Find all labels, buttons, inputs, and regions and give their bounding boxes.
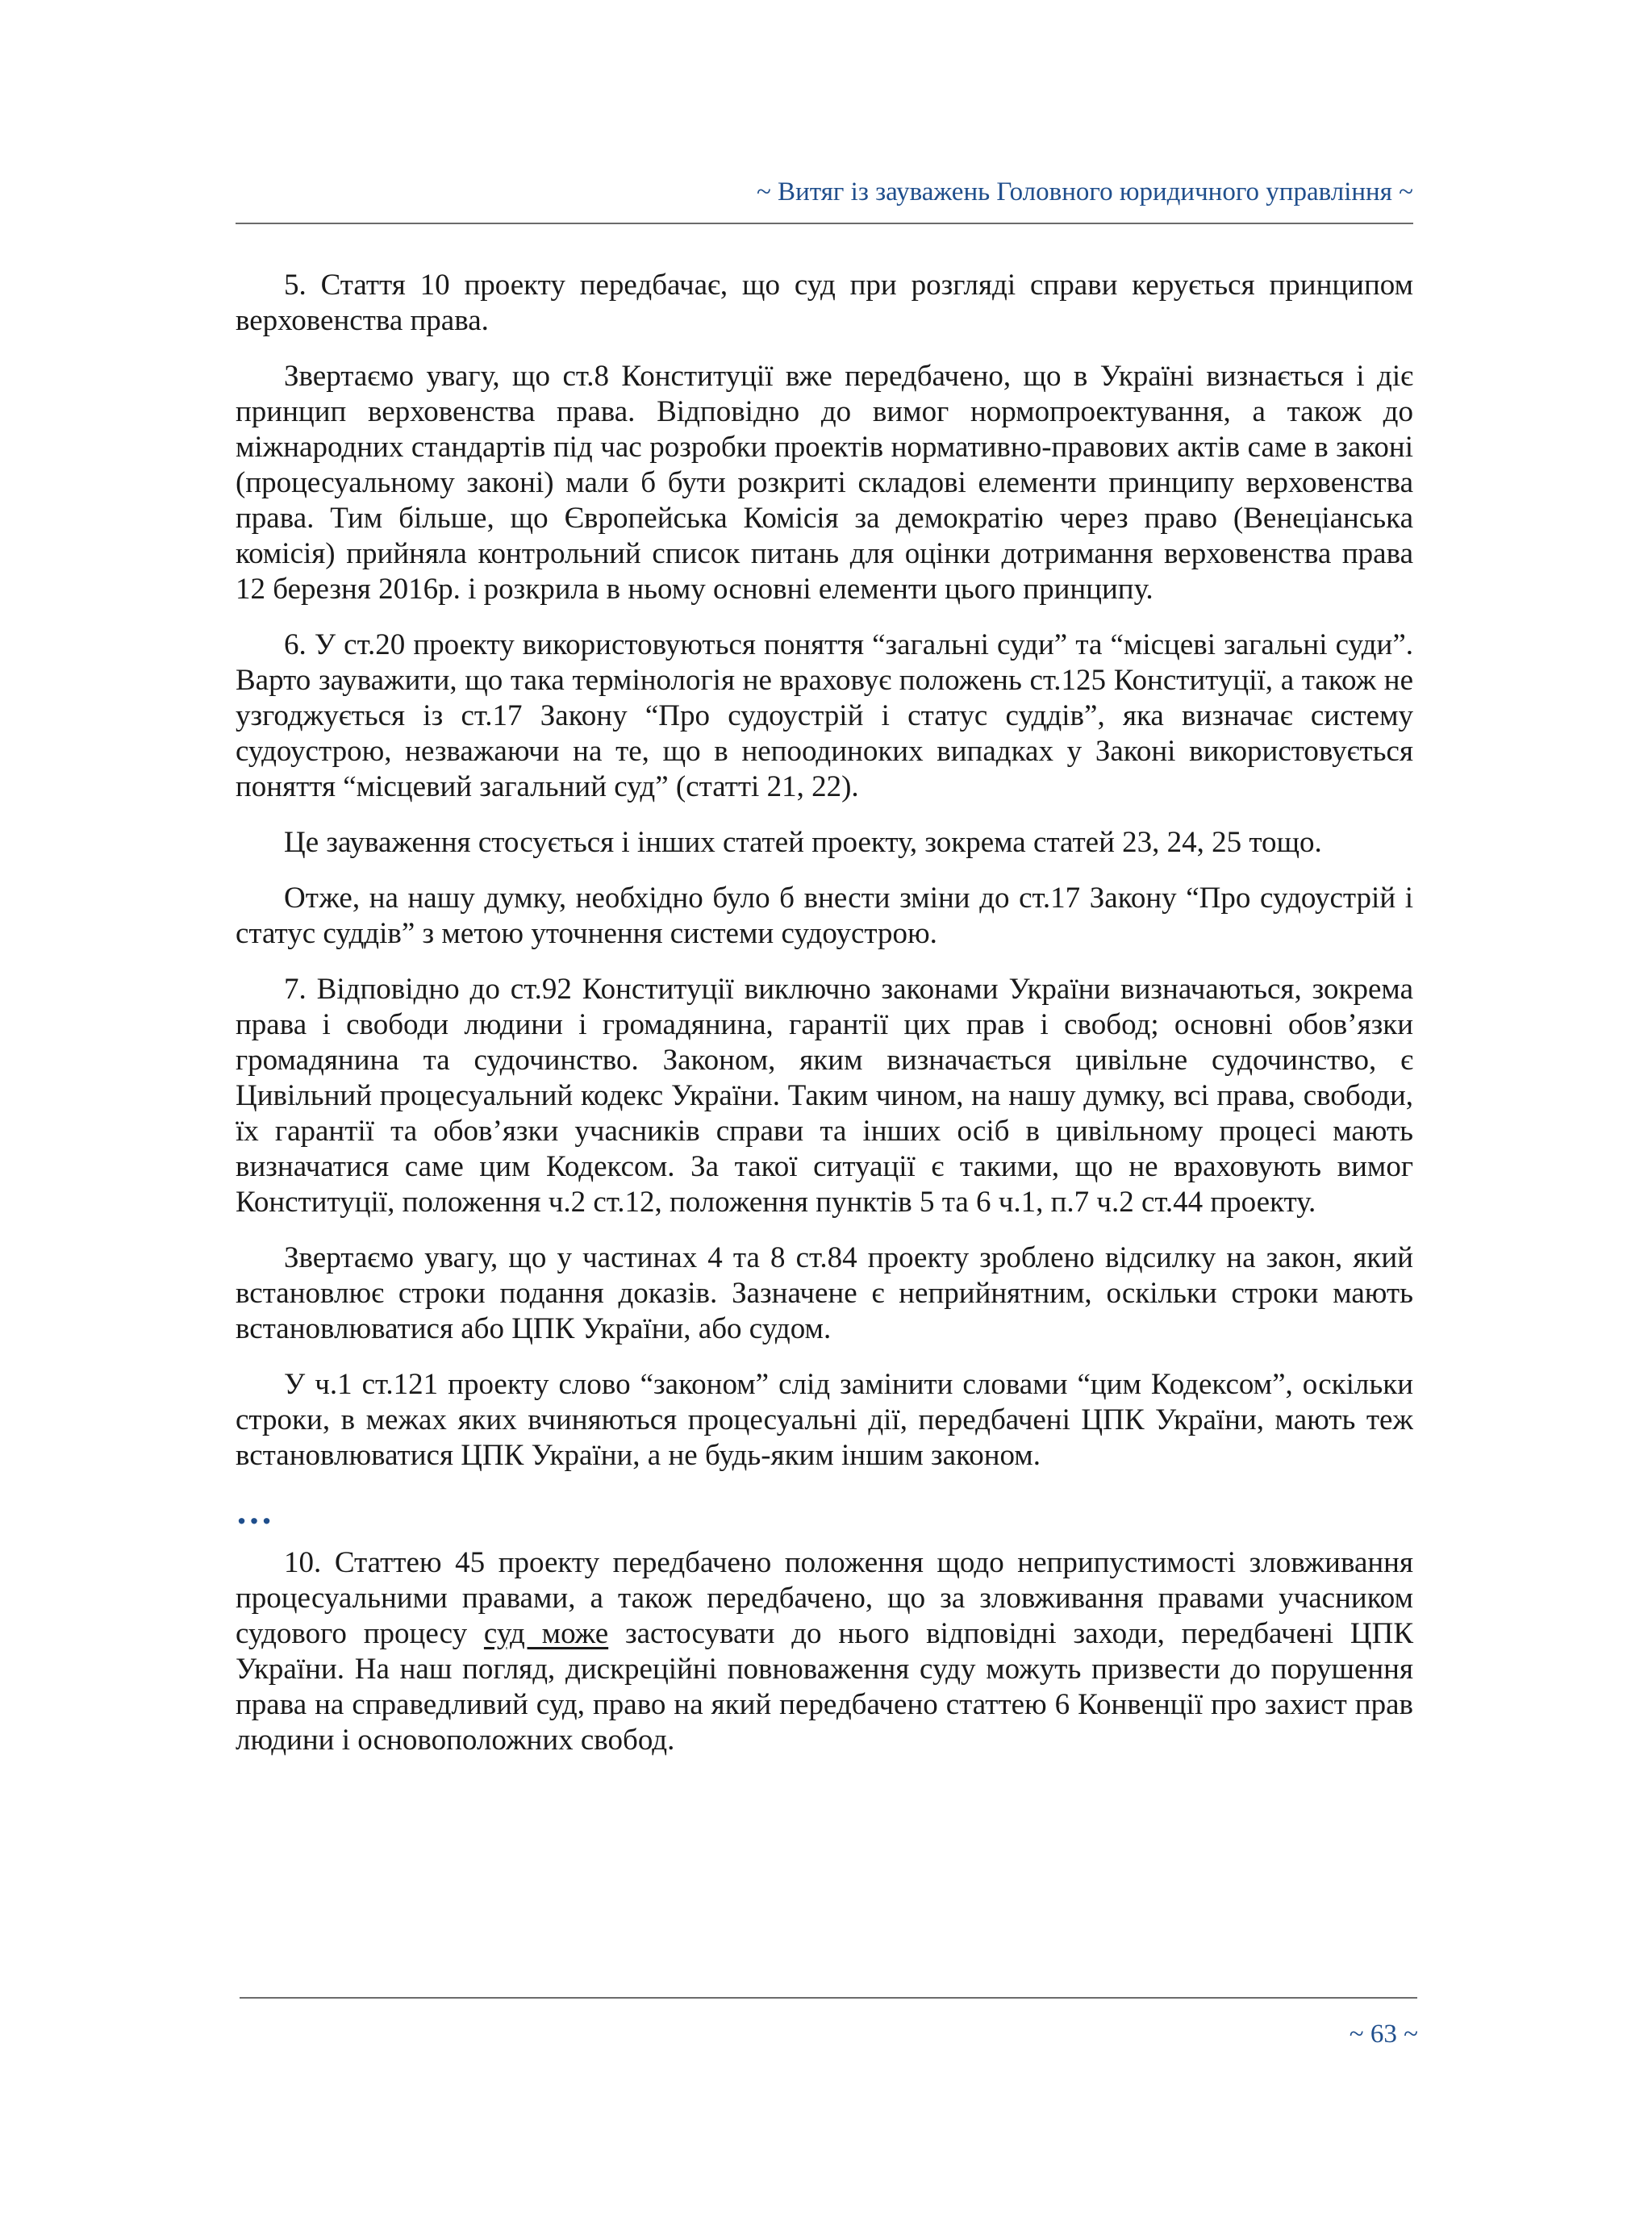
paragraph-6-note: Це зауваження стосується і інших статей проекту, зокрема статей 23, 24, 25 тощо. xyxy=(284,826,1322,859)
omission-marker: … xyxy=(236,1490,274,1532)
paragraph-6-conclusion: Отже, на нашу думку, необхідно було б внести зміни до ст.17 Закону “Про судоустрій і статус суддів” з метою уточнення системи судоустрою. xyxy=(236,882,1413,950)
paragraph-7-evidence-terms: Звертаємо увагу, що у частинах 4 та 8 ст.84 проекту зроблено відсилку на закон, який встановлює строки подання доказів. Зазначене є неприйнятним, оскільки строки мають встановлюватися або ЦПК України, або судом. xyxy=(236,1241,1413,1345)
paragraph-6: 6. У ст.20 проекту використовуються поняття “загальні суди” та “місцеві загальні суди”. Варто зауважити, що така термінологія не враховує положень ст.125 Конституції, а також не узгоджується із ст.17 Закону “Про судоустрій і статус суддів”, яка визначає систему судоустрою, незважаючи на те, що в непоодиноких випадках у Законі використовується поняття “місцевий загальний суд” (статті 21, 22). xyxy=(236,628,1413,803)
paragraph-5-comment: Звертаємо увагу, що ст.8 Конституції вже передбачено, що в Україні визнається і діє принцип верховенства права. Відповідно до вимог нормопроектування, а також до міжнародних стандартів під час розробки проектів нормативно-правових актів саме в законі (процесуальному законі) мали б бути розкриті складові елементи принципу верховенства права. Тим більше, що Європейська Комісія за демократію через право (Венеціанська комісія) прийняла контрольний список питань для оцінки дотримання верховенства права 12 березня 2016р. і розкрила в ньому основні елементи цього принципу. xyxy=(236,360,1413,606)
paragraph-7: 7. Відповідно до ст.92 Конституції виключно законами України визначаються, зокрема права і свободи людини і громадянина, гарантії цих прав і свобод; основні обов’язки громадянина та судочинство. Законом, яким визначається цивільне судочинство, є Цивільний процесуальний кодекс України. Таким чином, на нашу думку, всі права, свободи, їх гарантії та обов’язки учасників справи та інших осіб в цивільному процесі мають визначатися саме цим Кодексом. За такої ситуації є такими, що не враховують вимог Конституції, положення ч.2 ст.12, положення пунктів 5 та 6 ч.1, п.7 ч.2 ст.44 проекту. xyxy=(236,973,1413,1219)
paragraph-10-end: застосувати до нього відповідні заходи, передбачені ЦПК України. На наш погляд, дискреційні повноваження суду можуть призвести до порушення права на справедливий суд, право на який передбачено статтею 6 Конвенції про захист прав людини і основоположних свобод. xyxy=(236,1617,1414,1757)
page-body xyxy=(236,268,1413,1778)
footer-divider xyxy=(240,1997,1417,1999)
paragraph-5: 5. Стаття 10 проекту передбачає, що суд при розгляді справи керується принципом верховенства права. xyxy=(236,269,1413,337)
paragraph-10-start: 10. Статтею 45 проекту передбачено положення щодо неприпустимості зловживання процесуальними правами, а також передбачено, що за зловживання правами учасником судового процесу xyxy=(236,1546,1413,1650)
running-header: ~ Витяг із зауважень Головного юридичного управління ~ xyxy=(756,177,1413,206)
paragraph-7-article-121: У ч.1 ст.121 проекту слово “законом” слід замінити словами “цим Кодексом”, оскільки строки, в межах яких вчиняються процесуальні дії, передбачені ЦПК України, мають теж встановлюватися ЦПК України, а не будь-яким іншим законом. xyxy=(236,1368,1413,1472)
page-number: ~ 63 ~ xyxy=(1349,2020,1418,2049)
underlined-phrase: суд може xyxy=(483,1617,609,1650)
paragraph-10 xyxy=(236,1545,1413,1758)
header-divider xyxy=(236,223,1413,224)
